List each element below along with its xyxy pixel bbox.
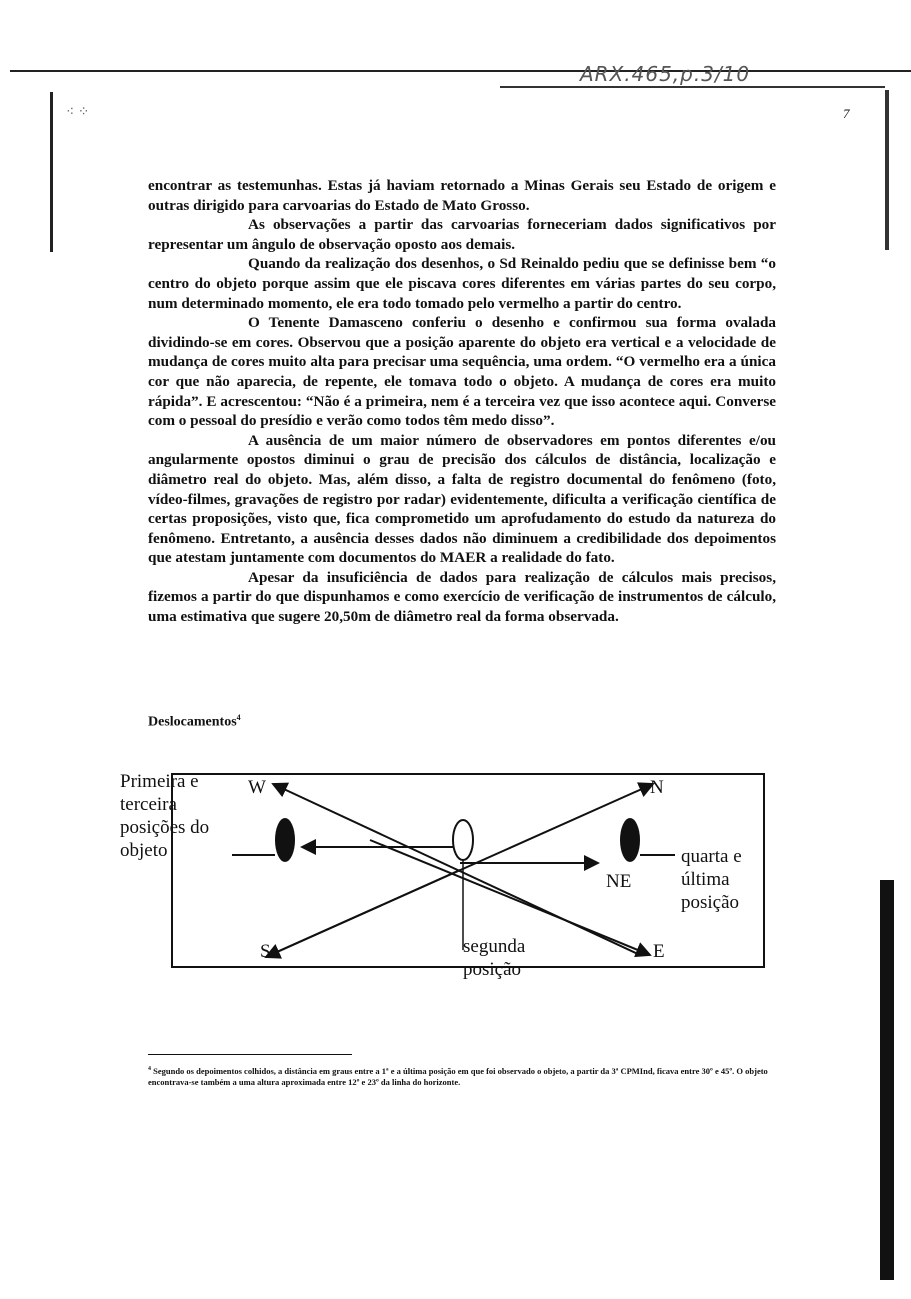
footnote xyxy=(148,1064,776,1088)
paragraph: Apesar da insuficiência de dados para realização de cálculos mais precisos, fizemos a partir do que dispunhamos e como exercício de verificação de instrumentos de cálculo, uma estimativa que sugere 20,50m de diâmetro real da forma observada. xyxy=(148,568,776,626)
section-heading xyxy=(148,713,241,731)
paragraph: A ausência de um maior número de observadores em pontos diferentes e/ou angularmente opostos diminui o grau de precisão dos cálculos de distância, localização e diâmetro real do objeto. Mas, além disso, a falta de registro documental do fenômeno (foto, vídeo-filmes, gravações de registro por radar) evidentemente, dificulta a verificação científica de certas proposições, visto que, fica comprometido um aprofudamento do estudo da natureza do fenômeno. Entretanto, a ausência desses dados não diminuem a credibilidade dos depoimentos que atestam juntamente com documentos do MAER a realidade do fato. xyxy=(148,431,776,567)
fourth-position-label: quarta e última posição xyxy=(681,846,742,913)
second-position-object xyxy=(453,820,473,860)
scan-speck: ⁖ ⁘ xyxy=(66,105,90,120)
second-position-label: segunda posição xyxy=(463,936,526,980)
footnote-mark: 4 xyxy=(148,1066,151,1072)
movement-diagram xyxy=(120,760,800,990)
first-third-position-object xyxy=(275,818,295,862)
paragraph: As observações a partir das carvoarias forneceriam dados significativos por representar um ângulo de observação oposto aos demais. xyxy=(148,216,776,253)
right-margin-bar xyxy=(880,880,894,1280)
right-margin-mark xyxy=(885,90,889,250)
paragraph: encontrar as testemunhas. Estas já haviam retornado a Minas Gerais seu Estado de origem e outras dirigido para carvoarias do Estado de Mato Grosso. xyxy=(148,177,776,214)
top-rule xyxy=(10,70,911,72)
direction-e: E xyxy=(653,941,665,962)
direction-s: S xyxy=(260,941,271,962)
paragraph: O Tenente Damasceno conferiu o desenho e confirmou sua forma ovalada dividindo-se em cores. Observou que a posição aparente do objeto era vertical e a velocidade de mudança de cores muito alta para precisar uma sequência, uma ordem. “O vermelho era a única cor que não aparecia, de repente, ele tomava todo o objeto. A mudança de cores era muito rápida”. E acrescentou: “Não é a primeira, nem é a terceira vez que isso acontece aqui. Converse com o pessoal do presídio e verão como todos têm medo disso”. xyxy=(148,314,776,430)
archive-ref-underline xyxy=(500,86,885,88)
archive-reference: ARX.465,p.3/10 xyxy=(580,62,751,86)
paragraph: Quando da realização dos desenhos, o Sd Reinaldo pediu que se definisse bem “o centro do objeto porque assim que ele piscava cores diferentes em várias partes do seu corpo, num determinado momento, ele era todo tomado pelo vermelho a partir do centro. xyxy=(148,255,776,312)
body-text xyxy=(148,176,776,627)
footnote-rule xyxy=(148,1054,352,1055)
footnote-reference: 4 xyxy=(236,713,241,722)
direction-w: W xyxy=(248,777,266,798)
section-heading-text: Deslocamentos xyxy=(148,714,237,730)
trajectory-line-s xyxy=(266,870,460,957)
direction-n: N xyxy=(650,777,664,798)
first-third-position-label: Primeira e terceira posições do objeto xyxy=(120,771,210,861)
fourth-position-object xyxy=(620,818,640,862)
page-number: 7 xyxy=(843,106,850,121)
left-margin-bar xyxy=(50,92,53,252)
footnote-text: Segundo os depoimentos colhidos, a distância em graus entre a 1ª e a última posição em que foi observado o objeto, a partir da 3ª CPMInd, ficava entre 30º e 45º. O objeto encontrava-se também a uma altura aproximada entre 12º e 23º da linha do horizonte. xyxy=(148,1065,768,1087)
direction-ne: NE xyxy=(606,871,632,892)
